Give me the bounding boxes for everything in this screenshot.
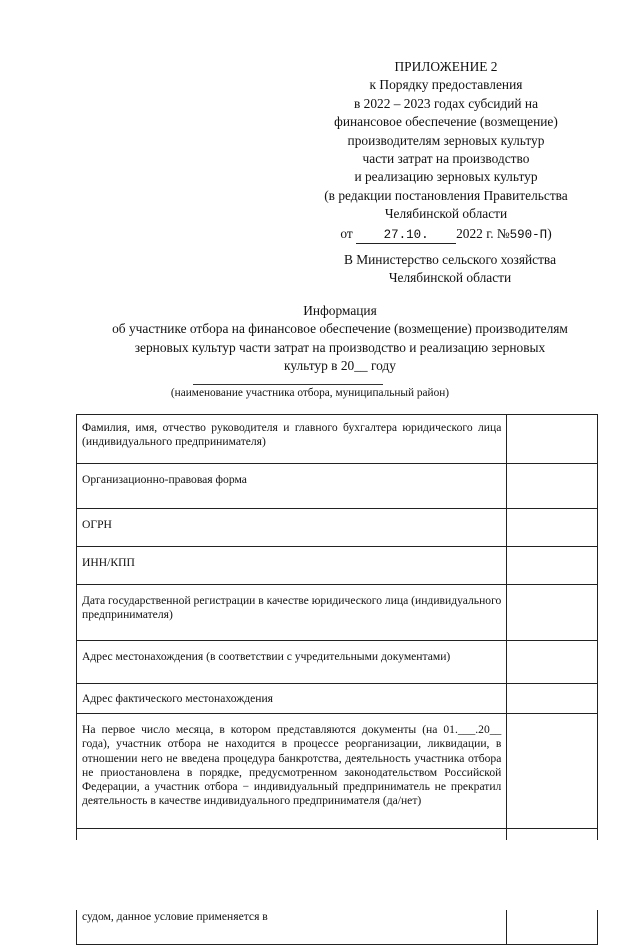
date-suffix: 2022 г. № [456, 225, 510, 241]
appendix-line: Челябинской области [384, 206, 508, 222]
row-label: ИНН/КПП [77, 547, 507, 585]
appendix-line: в 2022 – 2023 годах субсидий на [353, 95, 539, 111]
heading-line: зерновых культур части затрат на производство и реализацию зерновых [134, 339, 546, 355]
heading-title: Информация [303, 303, 377, 318]
row-label: судом, данное условие применяется в [77, 829, 507, 945]
resolution-number: 590-П [509, 227, 548, 242]
appendix-line: финансовое обеспечение (возмещение) [334, 114, 558, 130]
page-bottom-margin [76, 840, 600, 910]
document-heading [60, 302, 620, 376]
table-row [77, 585, 598, 641]
heading-line: культур в 20__ году [284, 358, 396, 374]
participant-name-blank [193, 384, 383, 385]
row-label: Организационно-правовая форма [77, 464, 507, 509]
appendix-title: ПРИЛОЖЕНИЕ 2 [394, 59, 498, 74]
heading-line: об участнике отбора на финансовое обеспечение (возмещение) производителям [112, 321, 568, 337]
date-prefix: от [340, 225, 353, 241]
appendix-header [296, 58, 596, 244]
row-label: Фамилия, имя, отчество руководителя и главного бухгалтера юридического лица (индивидуального предпринимателя) [77, 415, 507, 464]
addressee-line: В Министерство сельского хозяйства [343, 252, 557, 267]
resolution-date-line [296, 225, 596, 244]
table-row [77, 464, 598, 509]
row-label: На первое число месяца, в котором представляются документы (на 01.___.20__ года), участник отбора не находится в процессе реорганизации, ликвидации, в отношении него не введена процедура банкротства, деятельность участника отбора не приостановлена в порядке, предусмотренном законодательством Российской Федерации, а участник отбора − индивидуальный предприниматель не прекратил деятельность в качестве индивидуального предпринимателя (да/нет) [77, 714, 507, 829]
table-row [77, 509, 598, 547]
row-label: Адрес фактического местонахождения [77, 684, 507, 714]
table-row [77, 547, 598, 585]
table-row [77, 714, 598, 829]
appendix-line: части затрат на производство [362, 151, 530, 167]
appendix-line: (в редакции постановления Правительства [324, 187, 568, 203]
row-label: Адрес местонахождения (в соответствии с учредительными документами) [77, 641, 507, 684]
table-row [77, 684, 598, 714]
resolution-date: 27.10. [356, 228, 456, 244]
appendix-line: и реализацию зерновых культур [354, 169, 538, 185]
row-value-cell [507, 464, 598, 509]
row-value-cell [507, 547, 598, 585]
addressee-line: Челябинской области [388, 270, 512, 286]
row-value-cell [507, 585, 598, 641]
participant-caption: (наименование участника отбора, муниципальный район) [170, 387, 450, 399]
row-value-cell [507, 415, 598, 464]
table-row [77, 415, 598, 464]
row-value-cell [507, 641, 598, 684]
row-value-cell [507, 684, 598, 714]
row-label: Дата государственной регистрации в качестве юридического лица (индивидуального предпринимателя) [77, 585, 507, 641]
resolution-close-paren: ) [547, 225, 552, 241]
appendix-line: производителям зерновых культур [347, 132, 545, 148]
row-value-cell [507, 714, 598, 829]
table-row [77, 641, 598, 684]
appendix-line: к Порядку предоставления [369, 77, 523, 93]
row-value-cell [507, 509, 598, 547]
row-label: ОГРН [77, 509, 507, 547]
addressee [300, 251, 600, 288]
